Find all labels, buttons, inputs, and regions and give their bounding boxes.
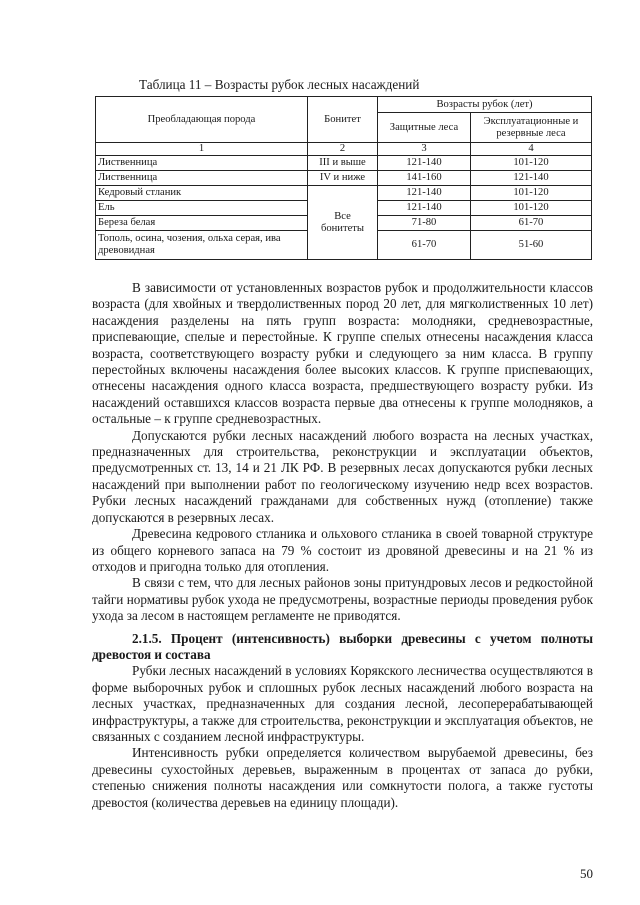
exploitation-cell: 51-60	[471, 231, 592, 260]
protective-cell: 121-140	[378, 156, 471, 171]
table-row	[96, 171, 592, 186]
exploitation-cell: 101-120	[471, 186, 592, 201]
col-number: 3	[378, 143, 471, 156]
exploitation-cell: 101-120	[471, 201, 592, 216]
bonitet-cell: IV и ниже	[308, 171, 378, 186]
header-exploitation: Эксплуатационные и резервные леса	[471, 113, 592, 143]
protective-cell: 121-140	[378, 186, 471, 201]
page-number: 50	[580, 866, 593, 881]
protective-cell: 121-140	[378, 201, 471, 216]
paragraph: В связи с тем, что для лесных районов зоны притундровых лесов и редкостойной тайги нормативы рубок ухода не предусмотрены, возрастные периоды проведения рубок ухода за лесом в настоящем регламенте не приводятся.	[92, 575, 593, 624]
section-heading: 2.1.5. Процент (интенсивность) выборки древесины с учетом полноты древостоя и состава	[92, 630, 593, 662]
body-text	[92, 280, 593, 811]
exploitation-cell: 61-70	[471, 216, 592, 231]
protective-cell: 71-80	[378, 216, 471, 231]
merged-bonitet-cell: Все бонитеты	[308, 186, 378, 260]
paragraph: Интенсивность рубки определяется количеством вырубаемой древесины, без древесины сухостойных деревьев, выраженным в процентах от запаса до рубки, степенью снижения полноты насаждения или сомкнутости полога, а также густоты древостоя (количества деревьев на единицу площади).	[92, 745, 593, 810]
paragraph: Рубки лесных насаждений в условиях Корякского лесничества осуществляются в форме выборочных рубок и сплошных рубок лесных насаждений любого возраста на лесных участках, предназначенных для создания лесной, лесоперерабатывающей инфраструктуры, а также для строительства, реконструкции и эксплуатация объектов, не связанных с созданием лесной инфраструктуры.	[92, 663, 593, 744]
protective-cell: 61-70	[378, 231, 471, 260]
paragraph: Допускаются рубки лесных насаждений любого возраста на лесных участках, предназначенных для строительства, реконструкции и эксплуатации объектов, предусмотренных ст. 13, 14 и 21 ЛК РФ. В резервных лесах допускаются рубки лесных насаждений при выполнении работ по геологическому изучению недр всех возрастов. Рубки лесных насаждений гражданами для собственных нужд (отопление) также допускаются в резервных лесах.	[92, 427, 593, 525]
exploitation-cell: 101-120	[471, 156, 592, 171]
protective-cell: 141-160	[378, 171, 471, 186]
col-number: 4	[471, 143, 592, 156]
table-row	[96, 156, 592, 171]
table-caption: Таблица 11 – Возрасты рубок лесных насаждений	[139, 77, 420, 92]
species-cell: Кедровый стланик	[96, 186, 308, 201]
species-cell: Лиственница	[96, 171, 308, 186]
species-cell: Тополь, осина, чозения, ольха серая, ива древовидная	[96, 231, 308, 260]
table-row	[96, 186, 592, 201]
header-ages: Возрасты рубок (лет)	[378, 97, 592, 113]
header-species: Преобладающая порода	[96, 97, 308, 143]
col-number: 1	[96, 143, 308, 156]
header-protective: Защитные леса	[378, 113, 471, 143]
bonitet-cell: III и выше	[308, 156, 378, 171]
species-cell: Лиственница	[96, 156, 308, 171]
cutting-age-table	[95, 96, 592, 260]
species-cell: Береза белая	[96, 216, 308, 231]
paragraph: Древесина кедрового стланика и ольхового стланика в своей товарной структуре из общего корневого запаса на 79 % состоит из дровяной древесины и на 21 % из отходов и пригодна только для отопления.	[92, 526, 593, 574]
exploitation-cell: 121-140	[471, 171, 592, 186]
paragraph: В зависимости от установленных возрастов рубок и продолжительности классов возраста (для хвойных и твердолиственных пород 20 лет, для мягколиственных 10 лет) насаждения разделены на пять групп возраста: молодняки, средневозрастные, приспевающие, спелые и перестойные. К группе спелых отнесены насаждения класса возраста, соответствующего возрасту рубки и следующего за ним класса. В группу перестойных включены насаждения более высоких классов. К группе приспевающих, отнесены насаждения одного класса возраста, предшествующего возрасту рубки. Из насаждений оставшихся классов возраста первые два отнесены к группе молодняков, а остальные – к группе средневозрастных.	[92, 280, 593, 427]
col-number: 2	[308, 143, 378, 156]
species-cell: Ель	[96, 201, 308, 216]
header-bonitet: Бонитет	[308, 97, 378, 143]
